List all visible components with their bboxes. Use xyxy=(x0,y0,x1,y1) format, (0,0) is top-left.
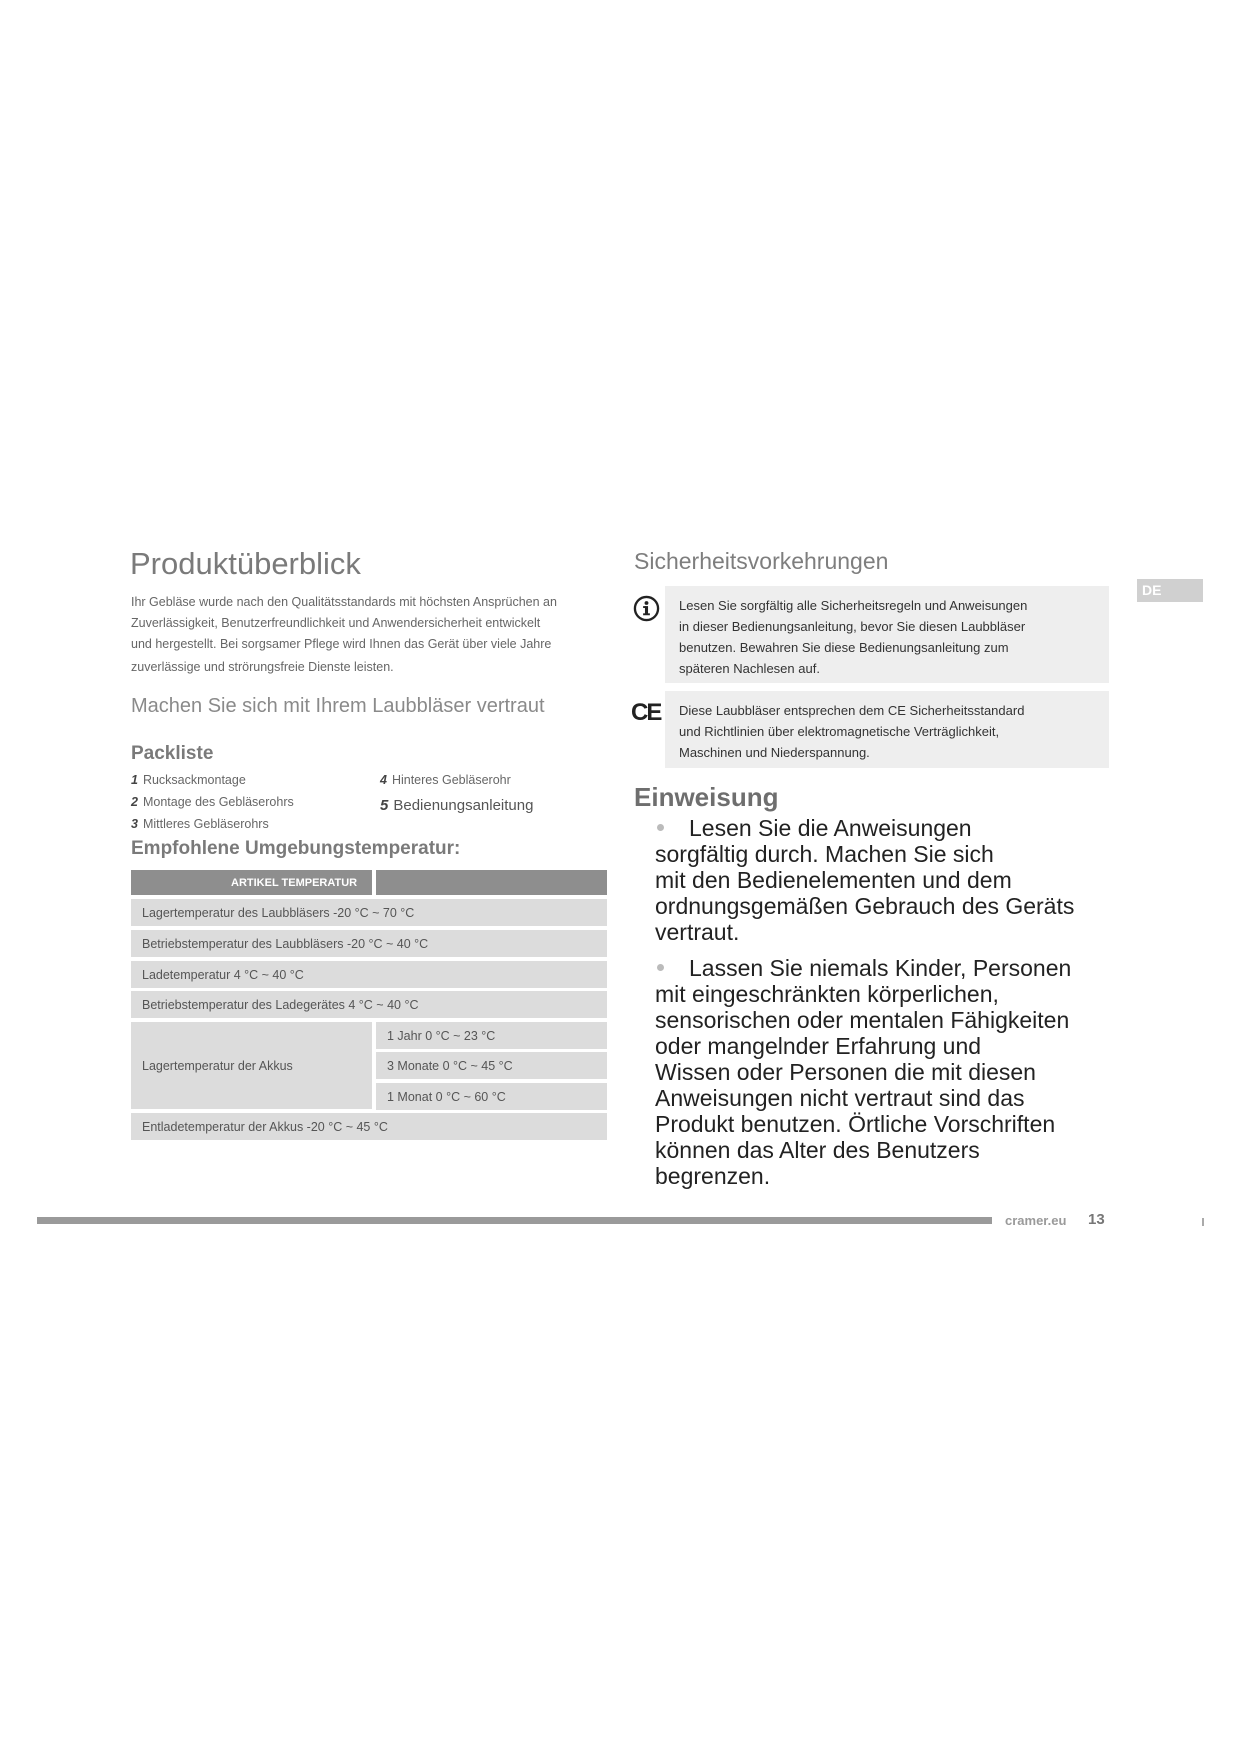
note-line: Diese Laubbläser entsprechen dem CE Sicherheitsstandard xyxy=(679,703,1025,718)
bullet-line: sorgfältig durch. Machen Sie sich xyxy=(655,841,994,867)
bullet-line: sensorischen oder mentalen Fähigkeiten xyxy=(655,1007,1070,1033)
page-number: 13 xyxy=(1088,1211,1105,1228)
pack-item xyxy=(380,773,511,787)
ce-mark-icon: CE xyxy=(631,699,661,726)
pack-item xyxy=(131,773,246,787)
note-line: benutzen. Bewahren Sie diese Bedienungsanleitung zum xyxy=(679,640,1009,655)
bullet-line: Lassen Sie niemals Kinder, Personen xyxy=(689,955,1072,981)
pack-item xyxy=(380,797,533,814)
note-line: Maschinen und Niederspannung. xyxy=(679,745,870,760)
table-row xyxy=(131,899,607,926)
bullet-line: können das Alter des Benutzers xyxy=(655,1137,980,1163)
section-subtitle: Machen Sie sich mit Ihrem Laubbläser vertraut xyxy=(131,695,545,717)
table-row-akku-label xyxy=(131,1022,372,1109)
edge-mark xyxy=(1202,1218,1204,1226)
note-line: Lesen Sie sorgfältig alle Sicherheitsregeln und Anweisungen xyxy=(679,598,1028,613)
footer-bar xyxy=(37,1217,992,1224)
table-cell: 1 Monat 0 °C ~ 60 °C xyxy=(387,1089,506,1104)
table-cell: Betriebstemperatur des Laubbläsers -20 °C ~ 40 °C xyxy=(142,936,429,951)
pack-item-label: Bedienungsanleitung xyxy=(393,797,534,814)
ce-note xyxy=(665,691,1109,768)
language-tag xyxy=(1137,579,1203,602)
pack-item-label: Mittleres Gebläserohrs xyxy=(142,817,269,831)
page-title: Produktüberblick xyxy=(130,546,361,581)
table-row xyxy=(131,930,607,957)
intro-line: Ihr Gebläse wurde nach den Qualitätsstandards mit höchsten Ansprüchen an xyxy=(131,595,557,609)
pack-item-label: Rucksackmontage xyxy=(142,773,246,787)
bullet-line: Produkt benutzen. Örtliche Vorschriften xyxy=(655,1111,1056,1137)
table-cell-akku xyxy=(376,1083,607,1110)
bullet-line: ordnungsgemäßen Gebrauch des Geräts xyxy=(655,893,1075,919)
bullet-line: oder mangelnder Erfahrung und xyxy=(655,1033,982,1059)
table-header-cell xyxy=(376,870,607,895)
pack-item-number: 5 xyxy=(380,797,389,814)
language-tag-label: DE xyxy=(1142,582,1162,598)
temperature-heading: Empfohlene Umgebungstemperatur: xyxy=(131,838,461,859)
intro-paragraph xyxy=(131,592,591,678)
intro-line: Zuverlässigkeit, Benutzerfreundlichkeit und Anwendersicherheit entwickelt xyxy=(131,616,541,630)
note-line: in dieser Bedienungsanleitung, bevor Sie diesen Laubbläser xyxy=(679,619,1026,634)
pack-item xyxy=(131,817,269,831)
note-line: und Richtlinien über elektromagnetische Verträglichkeit, xyxy=(679,724,1000,739)
bullet-item xyxy=(655,815,1115,945)
table-row xyxy=(131,991,607,1018)
table-row xyxy=(131,961,607,988)
bullet-line: vertraut. xyxy=(655,919,740,945)
bullet-line: begrenzen. xyxy=(655,1163,771,1189)
table-cell: Entladetemperatur der Akkus -20 °C ~ 45 °C xyxy=(142,1119,388,1134)
table-cell-akku xyxy=(376,1022,607,1049)
table-header-label: ARTIKEL TEMPERATUR xyxy=(231,876,358,889)
table-cell: Lagertemperatur der Akkus xyxy=(142,1058,293,1073)
footer-website: cramer.eu xyxy=(1005,1213,1067,1228)
table-header xyxy=(131,870,372,895)
bullet-icon xyxy=(657,964,664,971)
bullet-line: Anweisungen nicht vertraut sind das xyxy=(655,1085,1025,1111)
table-cell: Lagertemperatur des Laubbläsers -20 °C ~ 70 °C xyxy=(142,905,415,920)
pack-item-label: Montage des Gebläserohrs xyxy=(142,795,294,809)
pack-item-number: 3 xyxy=(131,817,138,831)
bullet-line: mit den Bedienelementen und dem xyxy=(655,867,1012,893)
safety-title: Sicherheitsvorkehrungen xyxy=(634,548,889,574)
intro-line: zuverlässige und strörungsfreie Dienste leisten. xyxy=(131,660,394,674)
bullet-line: mit eingeschränkten körperlichen, xyxy=(655,981,999,1007)
pack-item-label: Hinteres Gebläserohr xyxy=(391,773,511,787)
bullet-icon xyxy=(657,824,664,831)
info-note xyxy=(665,586,1109,683)
table-cell: Betriebstemperatur des Ladegerätes 4 °C ~ 40 °C xyxy=(142,997,419,1012)
pack-item-number: 1 xyxy=(131,773,138,787)
pack-item-number: 4 xyxy=(380,773,387,787)
intro-line: und hergestellt. Bei sorgsamer Pflege wird Ihnen das Gerät über viele Jahre xyxy=(131,637,552,651)
bullet-line: Lesen Sie die Anweisungen xyxy=(689,815,972,841)
pack-list-heading: Packliste xyxy=(131,743,214,764)
info-icon xyxy=(633,595,660,622)
pack-item xyxy=(131,795,294,809)
note-line: späteren Nachlesen auf. xyxy=(679,661,820,676)
einweisung-heading: Einweisung xyxy=(634,782,779,812)
bullet-item xyxy=(655,955,1115,1189)
table-row xyxy=(131,1113,607,1140)
pack-item-number: 2 xyxy=(131,795,138,809)
table-cell-akku xyxy=(376,1052,607,1079)
table-cell: Ladetemperatur 4 °C ~ 40 °C xyxy=(142,967,304,982)
table-cell: 3 Monate 0 °C ~ 45 °C xyxy=(387,1058,513,1073)
table-cell: 1 Jahr 0 °C ~ 23 °C xyxy=(387,1028,496,1043)
bullet-line: Wissen oder Personen die mit diesen xyxy=(655,1059,1036,1085)
